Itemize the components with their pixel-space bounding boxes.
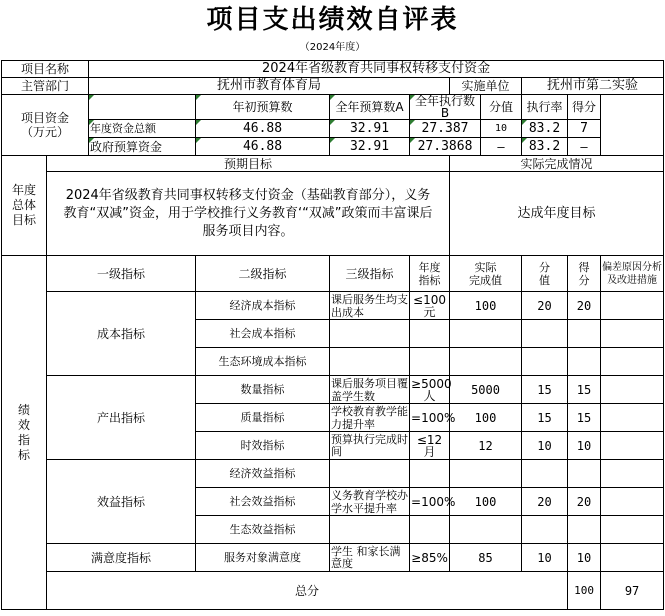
level3-cell: 课后服务项目覆盖学生数 (331, 376, 409, 403)
score-value-cell (522, 460, 568, 488)
group-benefit: 效益指标 (47, 460, 196, 544)
target-cell: ≤100元 (410, 292, 450, 320)
score-value-cell (522, 348, 568, 376)
table-row (2, 460, 664, 488)
level3-cell: 预算执行完成时间 (331, 432, 409, 458)
row-total-score-value: 10 (481, 120, 522, 138)
level3-cell: 课后服务生均支出成本 (331, 292, 409, 319)
level3-cell: 义务教育学校办学水平提升率 (331, 488, 409, 515)
actual-cell: 100 (450, 404, 522, 432)
row-total-annual: 32.91 (330, 120, 410, 138)
target-header: 年度 指标 (410, 256, 450, 292)
level2-cell: 经济成本指标 (196, 292, 330, 320)
impl: 抚州市第二实验 (522, 78, 664, 95)
funds-label: 项目资金 （万元） (2, 95, 89, 156)
col-exec-header: 全年执行数B (410, 95, 481, 120)
reason-cell (601, 460, 664, 488)
row-gov-exec: 27.3868 (410, 138, 481, 156)
score-cell (568, 348, 601, 376)
dept: 抚州市教育体育局 (89, 78, 450, 95)
score-value-cell (522, 320, 568, 348)
reason-cell (601, 488, 664, 516)
score-cell (568, 320, 601, 348)
score-value-cell: 20 (522, 488, 568, 516)
col-rate-header: 执行率 (522, 95, 568, 120)
level3-cell: 学校教育教学能力提升率 (331, 404, 409, 431)
actual-cell: 100 (450, 292, 522, 320)
level3-cell (330, 348, 410, 376)
level2-cell: 社会成本指标 (196, 320, 330, 348)
level1-header: 一级指标 (47, 256, 196, 292)
actual-cell (450, 320, 522, 348)
funds-blank (601, 95, 664, 156)
score-cell: 20 (568, 488, 601, 516)
level3-header: 三级指标 (330, 256, 410, 292)
row-gov-label: 政府预算资金 (89, 138, 196, 156)
total-score: 97 (601, 572, 664, 610)
score-cell (568, 460, 601, 488)
row-gov-score: — (568, 138, 601, 156)
row-total-score: 7 (568, 120, 601, 138)
table-row (2, 376, 664, 404)
project-name-label: 项目名称 (2, 61, 89, 78)
target-cell (410, 348, 450, 376)
col-score-value-header: 分值 (481, 95, 522, 120)
group-satisfaction: 满意度指标 (47, 544, 196, 572)
actual-cell (450, 348, 522, 376)
level2-cell: 质量指标 (196, 404, 330, 432)
reason-cell (601, 516, 664, 544)
row-total-rate: 83.2 (522, 120, 568, 138)
table-row (2, 292, 664, 320)
level2-cell: 数量指标 (196, 376, 330, 404)
group-output: 产出指标 (47, 376, 196, 460)
score-cell (568, 516, 601, 544)
score-header: 得 分 (568, 256, 601, 292)
score-value-cell: 15 (522, 376, 568, 404)
reason-cell (601, 292, 664, 320)
reason-cell (601, 404, 664, 432)
score-value-cell: 15 (522, 404, 568, 432)
self-evaluation-table (1, 60, 664, 610)
actual-cell (450, 460, 522, 488)
score-cell: 15 (568, 404, 601, 432)
target-cell: ≥5000人 (411, 376, 452, 403)
reason-header: 偏差原因分析 及改进措施 (601, 256, 664, 292)
col-initial-header: 年初预算数 (196, 95, 330, 120)
level2-cell: 生态环境成本指标 (196, 348, 330, 376)
impl-label: 实施单位 (450, 78, 522, 95)
score-cell: 20 (568, 292, 601, 320)
year-note: （2024年度） (299, 42, 366, 53)
col-score-header: 得分 (568, 95, 601, 120)
actual-cell (450, 516, 522, 544)
score-cell: 15 (568, 376, 601, 404)
table-row (2, 544, 664, 572)
actual-cell: 100 (450, 488, 522, 516)
level3-cell (330, 516, 410, 544)
actual-cell: 85 (450, 544, 522, 572)
row-gov-annual: 32.91 (330, 138, 410, 156)
score-cell: 10 (568, 544, 601, 572)
level2-cell: 服务对象满意度 (196, 544, 330, 572)
level2-cell: 时效指标 (196, 432, 330, 460)
col-annual-header: 全年预算数A (330, 95, 410, 120)
target-cell: =100% (410, 404, 450, 432)
reason-cell (601, 432, 664, 460)
score-value-header: 分 值 (522, 256, 568, 292)
project-name: 2024年省级教育共同事权转移支付资金 (89, 61, 664, 78)
actual-cell: 12 (450, 432, 522, 460)
row-gov-rate: 83.2 (522, 138, 568, 156)
document-title: 项目支出绩效自评表 (206, 5, 459, 35)
target-cell (410, 320, 450, 348)
target-cell: =100% (410, 488, 450, 516)
row-total-initial: 46.88 (196, 120, 330, 138)
row-gov-score-value: — (481, 138, 522, 156)
score-value-cell: 10 (522, 432, 568, 460)
indicators-label: 绩 效 指 标 (2, 256, 47, 610)
level2-cell: 生态效益指标 (196, 516, 330, 544)
score-value-cell: 10 (522, 544, 568, 572)
row-gov-initial: 46.88 (196, 138, 330, 156)
reason-cell (601, 376, 664, 404)
row-total-label: 年度资金总额 (89, 120, 196, 138)
level3-cell (330, 460, 410, 488)
goals-label: 年度 总体 目标 (2, 156, 47, 256)
reason-cell (601, 544, 664, 572)
level2-cell: 社会效益指标 (196, 488, 330, 516)
reason-cell (601, 320, 664, 348)
score-cell: 10 (568, 432, 601, 460)
dept-label: 主管部门 (2, 78, 89, 95)
actual-header: 实际 完成值 (450, 256, 522, 292)
total-label: 总分 (47, 572, 568, 610)
score-value-cell (522, 516, 568, 544)
actual-cell: 5000 (450, 376, 522, 404)
level3-cell (330, 320, 410, 348)
score-value-cell: 20 (522, 292, 568, 320)
target-cell (410, 516, 450, 544)
funds-header-blank (89, 95, 196, 120)
actual-completion-text: 达成年度目标 (450, 172, 664, 256)
target-cell: ≥85% (410, 544, 450, 572)
actual-completion-header: 实际完成情况 (450, 156, 664, 172)
level3-cell: 学生 和家长满意度 (330, 544, 410, 572)
reason-cell (601, 348, 664, 376)
target-cell (410, 460, 450, 488)
expected-goal-header: 预期目标 (47, 156, 450, 172)
level2-header: 二级指标 (196, 256, 330, 292)
group-cost: 成本指标 (47, 292, 196, 376)
row-total-exec: 27.387 (410, 120, 481, 138)
target-cell: ≤12月 (410, 432, 450, 460)
level2-cell: 经济效益指标 (196, 460, 330, 488)
total-score-value: 100 (568, 572, 601, 610)
expected-goal-text: 2024年省级教育共同事权转移支付资金（基础教育部分），义务教育“双减”资金，用于学校推行义务教育‘“双减”政策而丰富课后服务项目内容。 (47, 172, 450, 256)
